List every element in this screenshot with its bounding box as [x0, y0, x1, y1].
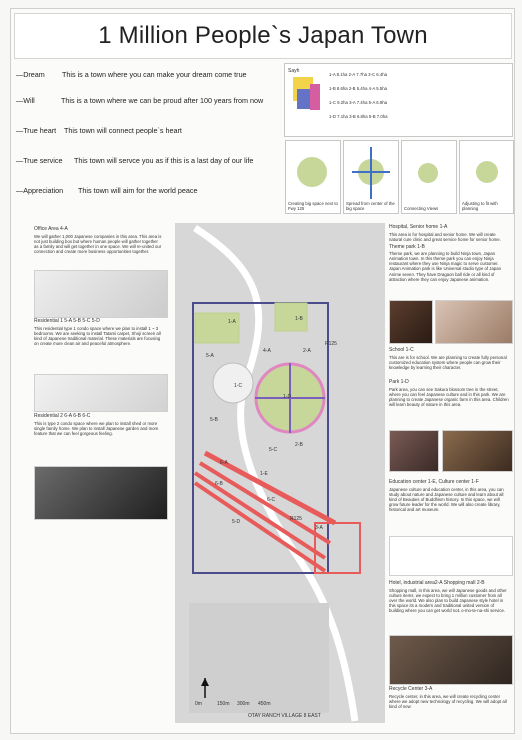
zone-5c-label: 5-C	[269, 447, 278, 453]
education-block: Education center 1-E, Culture center 1-F Japanese culture and education center, in this area, you can study about nature and Japanese culture and learn about all kind of Beauties of Buddhism history. In this space, we will grow future leader for the world. We will also create library, historical and art museum.	[389, 479, 504, 513]
residential-1-sketch	[34, 374, 168, 412]
vision-dream: —Dream This is a town where you can make your dream come true	[16, 70, 247, 79]
office-sketch-image	[34, 270, 168, 318]
road-r125-label: R125	[325, 341, 337, 347]
residential-2-photo	[34, 466, 168, 520]
zone-5b-label: 5-B	[210, 417, 218, 423]
office-area-block: Office Area 4-A We will gather 1,000 Japanese companies in this area. This area is not just building box but where human people will gather together as a family and will get together in one space. We will re-united our connection and create more business opportunities together.	[34, 226, 162, 255]
zone-3a-label: 3-A	[315, 525, 323, 531]
page-title: 1 Million People`s Japan Town	[98, 22, 428, 49]
zone-5a-label: 5-A	[206, 353, 214, 359]
zone-1b-label: 1-B	[295, 316, 303, 322]
hospital-block: Hospital, Senior home 1-A This area is for hospital and senior home. We will create natural cure clinic and great service home for senior home. Theme park 1-B Theme park, we are planning to build Ninja town, Japan Animation town. In this theme park you can enjoy Ninja restaurant where they use Ninja magic to serve customer. Japan Animation park is like Universal studio type of Japan Anime seven. They have Dragaon ball ride or all kind of attraction where they can enjoy Japanese animation.	[389, 224, 502, 282]
diagram-1: Creating big space next to Fwy 125	[285, 140, 341, 214]
shopping-photo	[389, 635, 513, 685]
scale-0: 0m	[195, 701, 202, 707]
scale-450: 450m	[258, 701, 271, 707]
zone-6c-label: 6-C	[267, 497, 276, 503]
title-box	[14, 13, 512, 59]
zone-6a-label: 6-A	[220, 460, 228, 466]
vision-true-service: —True service This town will servce you as if this is a last day of our life	[16, 156, 254, 165]
vision-appreciation: —Appreciation This town will aim for the world peace	[16, 186, 198, 195]
hotel-block: Hotel, industrial area2-A Shopping mall 2-B Shopping mall, in this area, we will Japanese goods and other culture items. we expect to bring 1 million customer from all over the world. We also plan to build Japanese style hotel in this space its a modern and traditional united version of building where you can get world no1 o-mo-te-na-shi service.	[389, 580, 507, 614]
park-photo-1	[389, 430, 439, 472]
zone-1e-label: 1-E	[260, 471, 268, 477]
diagram-4: Adjusting to fit with planning	[459, 140, 514, 214]
residential-1-block: Residential 1 5-A 5-B 5-C 5-D This residential type 1 condo space where we plan to install 1 ~ 3 bedrooms. We are seeking to install Tatami carpet, Shoji screen all kind of Japanese traditional material. These materials are focusing on create more clean air and peaceful atmosphere.	[34, 318, 161, 347]
diagram-2: Spread from center of the big space	[343, 140, 399, 214]
park-block: Park 1-D Park area, you can see Sakura blossom tree in the street, where you can feel Japanese culture and in this park. We are planning to create Japanese organic farm in this area. Children will learn beauty of nature in this area.	[389, 379, 509, 408]
theme-park-photo-2	[435, 300, 513, 344]
zone-2b-label: 2-B	[295, 442, 303, 448]
park-photo-2	[442, 430, 513, 472]
diagram-3: Connecting Views	[401, 140, 457, 214]
concept-diagrams	[285, 140, 512, 212]
map-bottom-label: OTAY RANCH VILLAGE 8 EAST	[248, 713, 321, 719]
zone-4a-label: 4-A	[263, 348, 271, 354]
road-r125-label-2: R125	[290, 516, 302, 522]
recycle-block: Recycle Center 3-A Recycle center, in this area, we will create recycling center where we adopt new technology of recycling. We will adopt all kind of new	[389, 686, 507, 710]
zone-1c-label: 1-C	[234, 383, 243, 389]
map-svg	[175, 223, 385, 723]
zone-1d-label: 1-D	[283, 394, 292, 400]
zone-1a-label: 1-A	[228, 319, 236, 325]
scale-150: 150m	[217, 701, 230, 707]
zone-6b-label: 6-B	[215, 481, 223, 487]
site-map	[175, 223, 385, 723]
theme-park-photo-1	[389, 300, 433, 344]
vision-true-heart: —True heart This town will connect people`s heart	[16, 126, 182, 135]
legend-swatch	[310, 84, 320, 110]
education-sketch	[389, 536, 513, 576]
zone-5d-label: 5-D	[232, 519, 241, 525]
school-block: School 1-C This are is for school. We are planning to create fully personal customized education system where people can grow their knowledge by learning their character.	[389, 347, 507, 371]
zone-legend-panel: Sayh 1-A 8.1ha 2-A 7.7ha 3-C 6.4ha 1-B 8.6ha 2-B 5.4ha 4-A 5.5ha 1-C 9.2ha 3-A 7.4ha 5-A 6.9ha 1-D 7.1ha 3-B 6.8ha 5-B 7.0ha	[284, 63, 513, 137]
zone-2a-label: 2-A	[303, 348, 311, 354]
scale-300: 300m	[237, 701, 250, 707]
residential-2-block: Residential 2 6-A 6-B 6-C This is type 2 condo space where we plan to install shed or more single family home. We plan to install Japanese garden and more feature that we can feel gorgeous feeling.	[34, 413, 159, 437]
vision-will: —Will This is a town where we can be proud after 100 years from now	[16, 96, 264, 105]
